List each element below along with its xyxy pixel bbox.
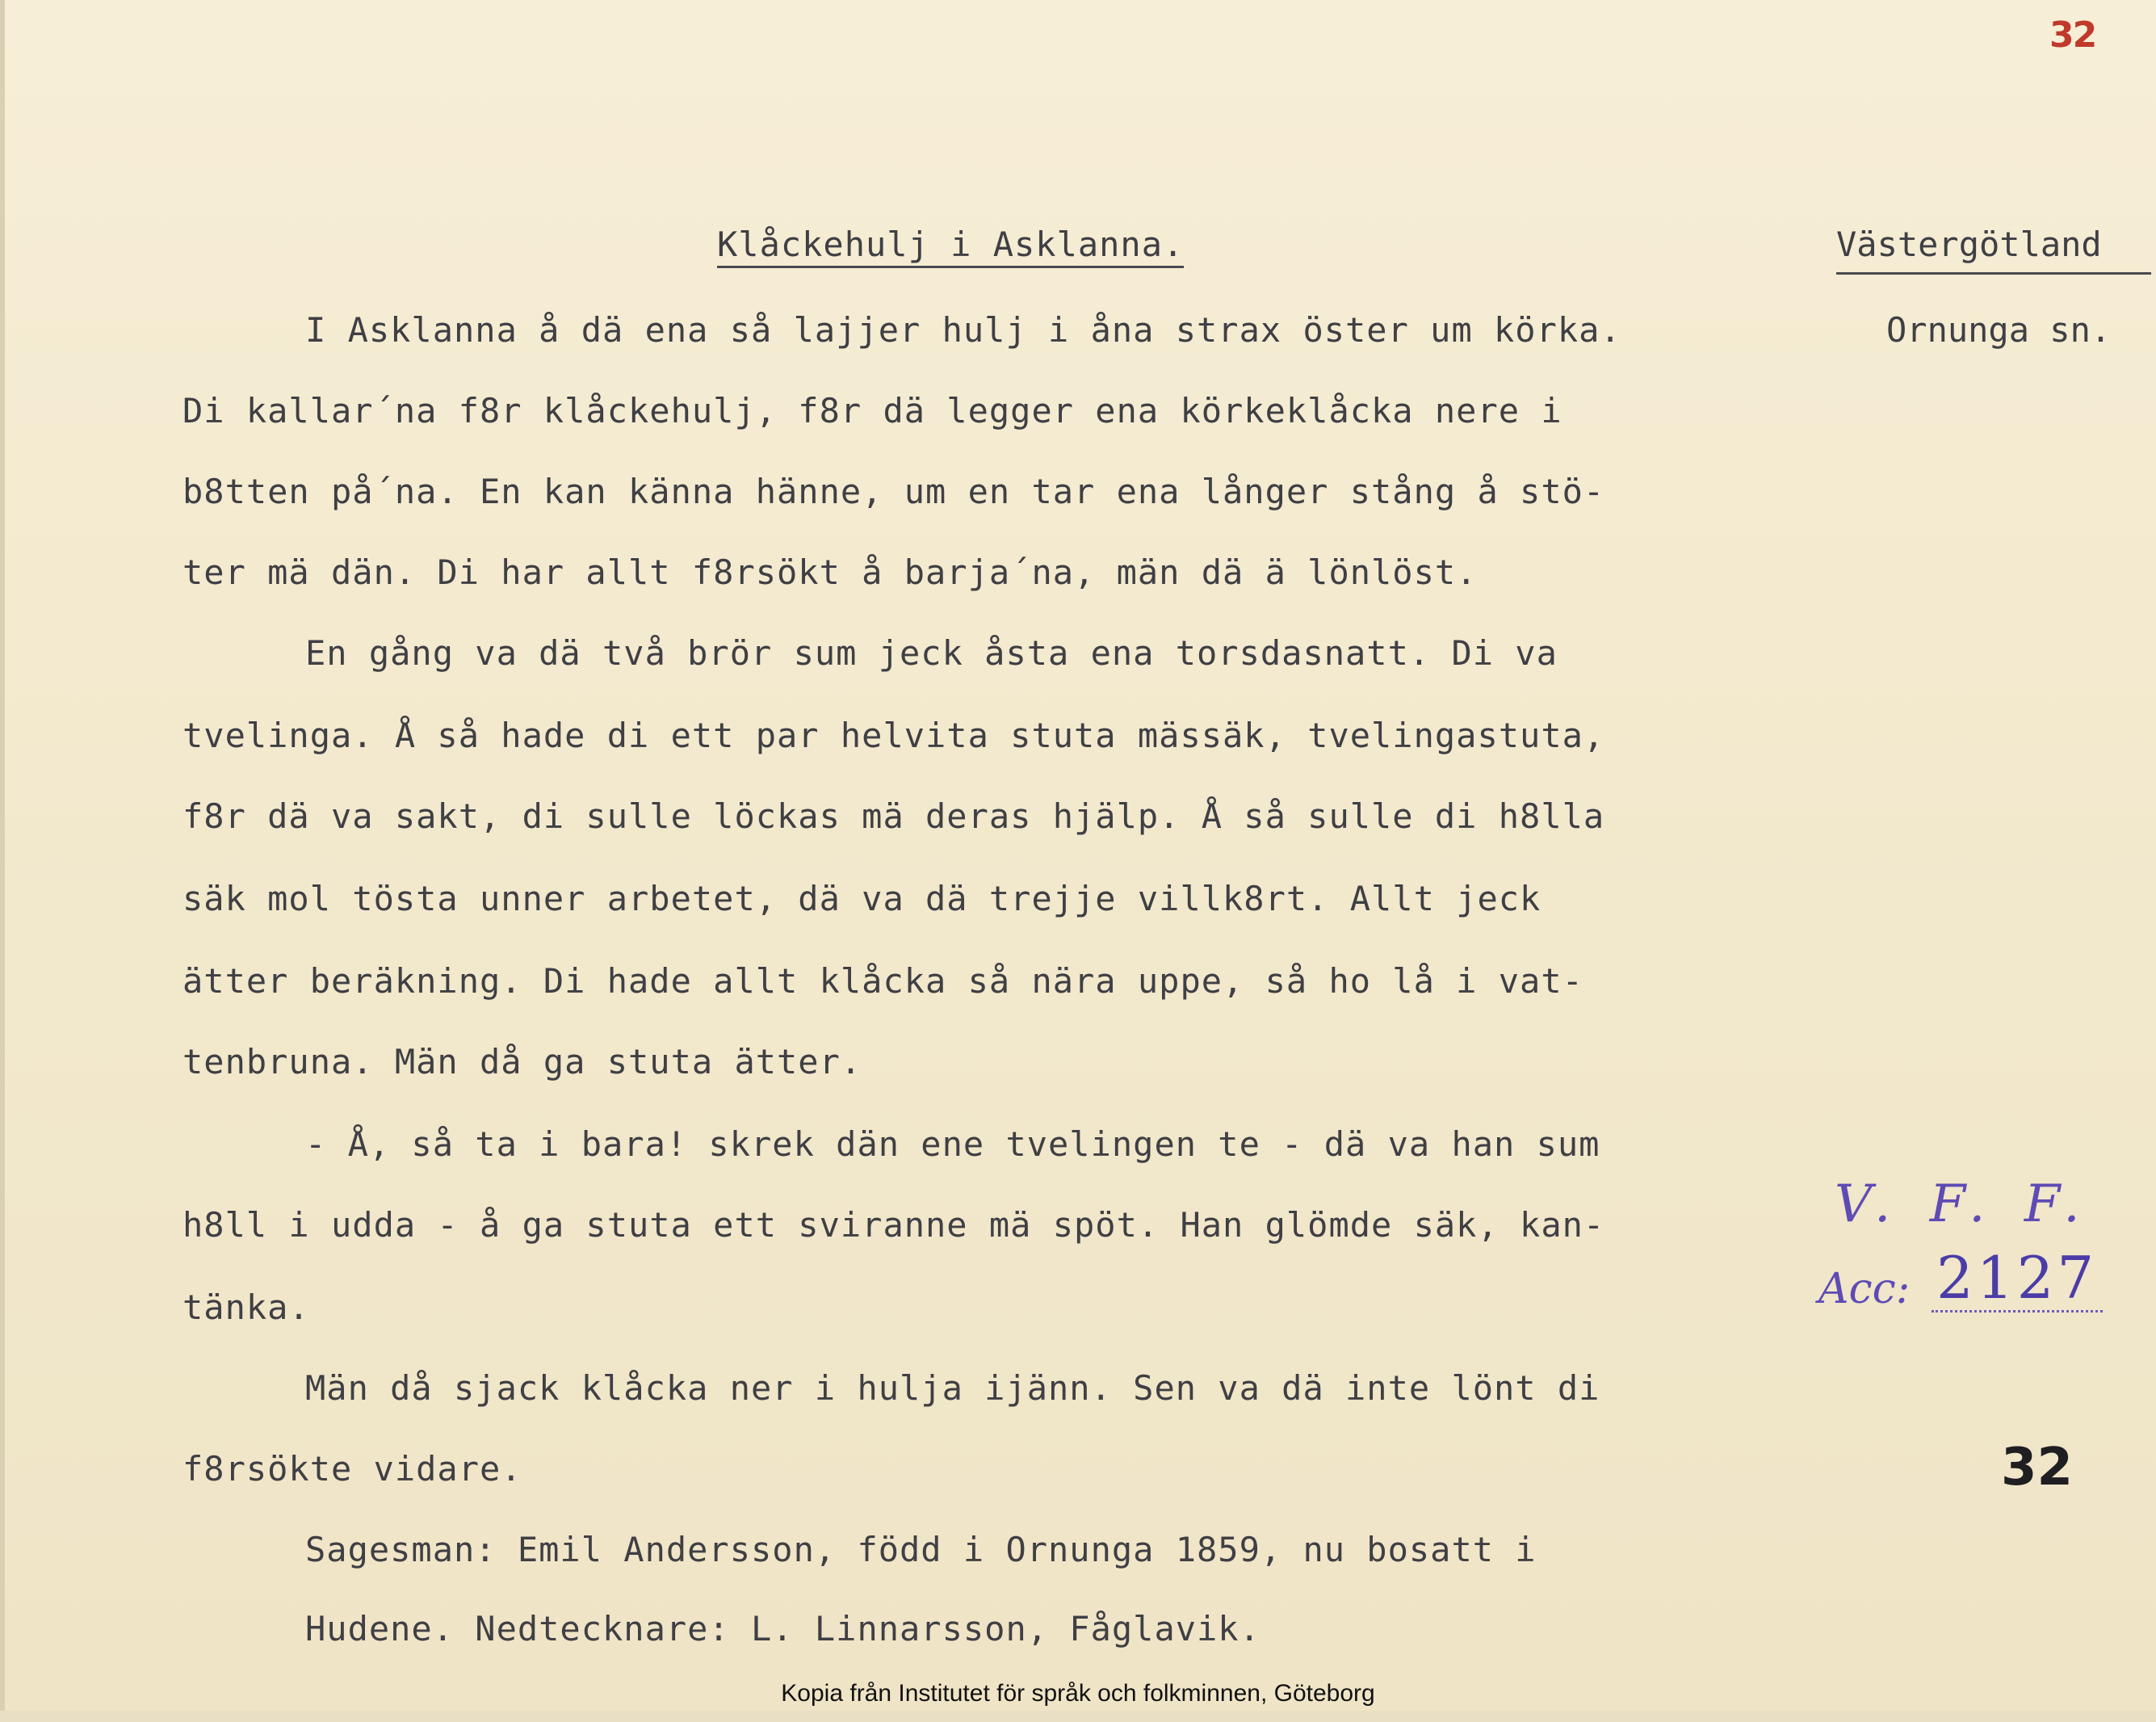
body-line: ätter beräkning. Di hade allt klåcka så nära uppe, så ho lå i vat- — [182, 961, 1583, 1001]
archive-stamp-initials: V. F. F. — [1835, 1174, 2091, 1234]
body-line: I Asklanna å dä ena så lajjer hulj i åna strax öster um körka. — [305, 310, 1621, 350]
body-line: h8ll i udda - å ga stuta ett sviranne mä spöt. Han glömde säk, kan- — [182, 1205, 1605, 1245]
informant-line: Sagesman: Emil Andersson, född i Ornunga 1859, nu bosatt i — [305, 1530, 1537, 1569]
body-line: tänka. — [182, 1287, 310, 1327]
body-line: f8rsökte vidare. — [182, 1449, 522, 1489]
archive-stamp-dotted-line — [1932, 1310, 2103, 1312]
body-line: b8tten på´na. En kan känna hänne, um en tar ena långer stång å stö- — [182, 472, 1605, 511]
body-line: ter mä dän. Di har allt f8rsökt å barja´na, män dä ä lönlöst. — [182, 552, 1478, 592]
region-label: Västergötland — [1836, 225, 2151, 275]
parish-label: Ornunga sn. — [1886, 310, 2112, 350]
body-line: f8r dä va sakt, di sulle löckas mä deras hjälp. Å så sulle di h8lla — [182, 796, 1605, 836]
body-line: tenbruna. Män då ga stuta ätter. — [182, 1042, 862, 1082]
archive-stamp-acc-number: 2127 — [1936, 1244, 2098, 1312]
archive-stamp-acc-label: Acc: — [1818, 1265, 1911, 1313]
recorder-line: Hudene. Nedtecknare: L. Linnarsson, Fåglavik. — [305, 1609, 1260, 1648]
body-line: säk mol tösta unner arbetet, dä va dä trejje villk8rt. Allt jeck — [182, 879, 1541, 918]
page-left-edge — [0, 0, 5, 1722]
page-number: 32 — [2001, 1438, 2074, 1497]
folio-number: 32 — [2049, 15, 2096, 56]
body-line: tvelinga. Å så hade di ett par helvita stuta mässäk, tvelingastuta, — [182, 716, 1605, 755]
body-line: Män då sjack klåcka ner i hulja ijänn. Sen va dä inte lönt di — [305, 1368, 1600, 1408]
page-bottom-edge — [0, 1711, 2156, 1722]
archive-footer: Kopia från Institutet för språk och folkminnen, Göteborg — [781, 1680, 1375, 1707]
story-title: Klåckehulj i Asklanna. — [717, 225, 1184, 268]
body-line: En gång va dä två brör sum jeck åsta ena torsdasnatt. Di va — [305, 633, 1558, 673]
body-line: - Å, så ta i bara! skrek dän ene tvelingen te - dä va han sum — [305, 1124, 1600, 1164]
body-line: Di kallar´na f8r klåckehulj, f8r dä legger ena körkeklåcka nere i — [182, 391, 1562, 430]
